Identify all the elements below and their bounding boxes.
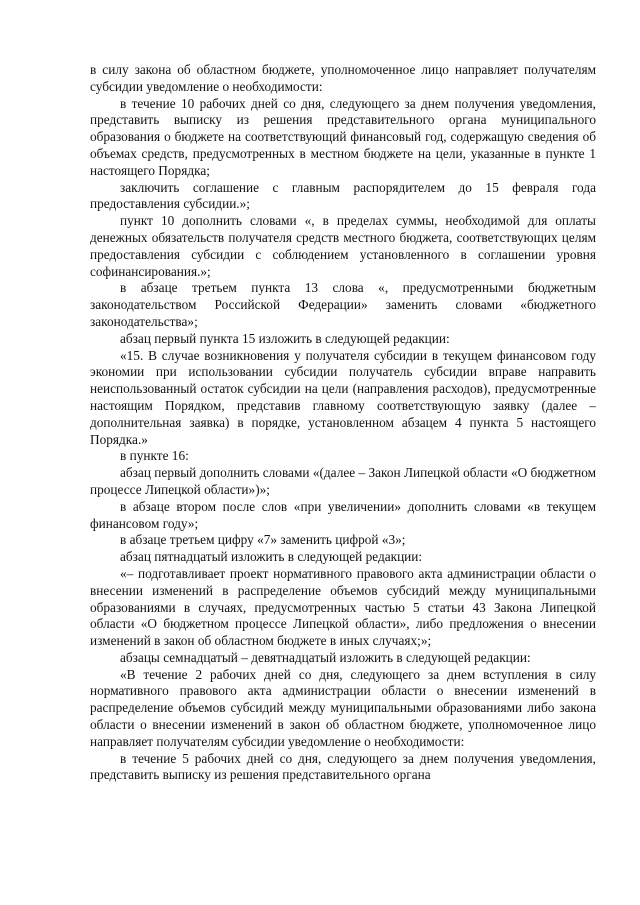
paragraph-1: в силу закона об областном бюджете, уполномоченное лицо направляет получателям субсидии уведомление о необходимости: xyxy=(90,62,596,94)
paragraph-9: абзац первый дополнить словами «(далее – Закон Липецкой области «О бюджетном процессе Липецкой области»)»; xyxy=(90,465,596,497)
paragraph-16: в течение 5 рабочих дней со дня, следующего за днем получения уведомления, представить выписку из решения представительного органа xyxy=(90,750,596,783)
paragraph-11: в абзаце третьем цифру «7» заменить цифрой «3»; xyxy=(120,532,406,548)
paragraph-5: в абзаце третьем пункта 13 слова «, предусмотренными бюджетным законодательством Российской Федерации» заменить словами «бюджетного законодательства»; xyxy=(90,280,596,329)
paragraph-10: в абзаце втором после слов «при увеличении» дополнить словами «в текущем финансовом году»; xyxy=(90,498,596,531)
paragraph-7: «15. В случае возникновения у получателя субсидии в текущем финансовом году экономии при использовании субсидии получатель субсидии вправе направить неиспользованный остаток субсидии на цели (направления расходов), предусмотренные настоящим Порядком, представив главному соответствующую заявку (далее – дополнительная заявка) в порядке, установленном абзацем 4 пункта 5 настоящего Порядка.» xyxy=(90,347,596,447)
paragraph-13: «– подготавливает проект нормативного правового акта администрации области о внесении изменений в распределение объемов субсидий между муниципальными образованиями в случаях, предусмотренных частью 5 статьи 43 Закона Липецкой области «О бюджетном процессе Липецкой области», либо предложения о внесении изменений в закон об областном бюджете в иных случаях;»; xyxy=(90,565,596,649)
paragraph-3: заключить соглашение с главным распорядителем до 15 февраля года предоставления субсидии.»; xyxy=(90,179,596,212)
paragraph-14: абзацы семнадцатый – девятнадцатый изложить в следующей редакции: xyxy=(120,649,531,665)
paragraph-15: «В течение 2 рабочих дней со дня, следующего за днем вступления в силу нормативного правового акта администрации области о внесении изменений в распределение объемов субсидий между муниципальными образованиями либо закона области о внесении изменений в закон об областном бюджете, уполномоченное лицо направляет получателям субсидии уведомление о необходимости: xyxy=(90,666,596,749)
paragraph-8: в пункте 16: xyxy=(120,448,189,464)
paragraph-6: абзац первый пункта 15 изложить в следующей редакции: xyxy=(120,330,450,346)
paragraph-4: пункт 10 дополнить словами «, в пределах суммы, необходимой для оплаты денежных обязательств получателя средств местного бюджета, соответствующих целям предоставления субсидии с соблюдением установленного в соглашении уровня софинансирования.»; xyxy=(90,213,596,279)
paragraph-2: в течение 10 рабочих дней со дня, следующего за днем получения уведомления, представить выписку из решения представительного органа муниципального образования о бюджете на соответствующий финансовый год, содержащую сведения об объемах средств, предусмотренных в местном бюджете на цели, указанные в пункте 1 настоящего Порядка; xyxy=(90,95,596,178)
paragraph-12: абзац пятнадцатый изложить в следующей редакции: xyxy=(120,549,423,565)
